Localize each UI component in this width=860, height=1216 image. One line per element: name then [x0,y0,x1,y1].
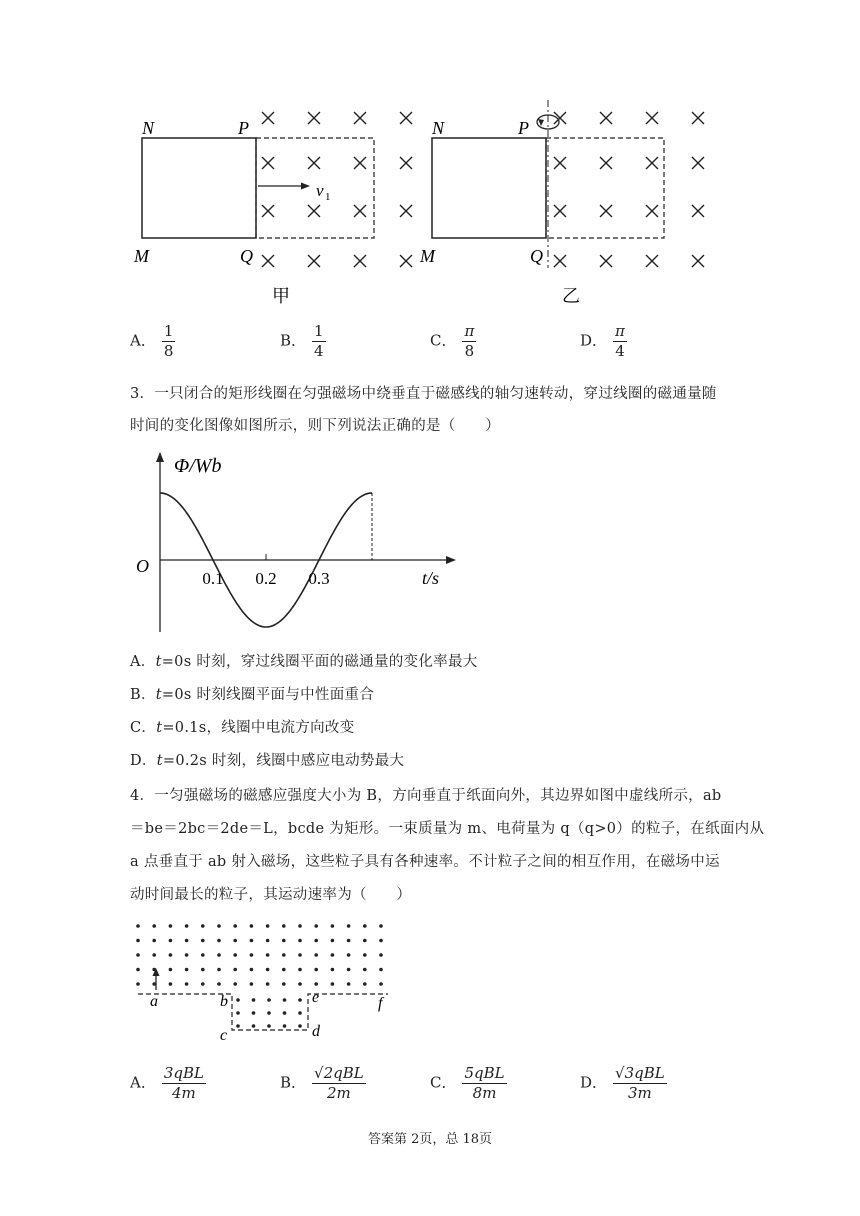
field-dot-icon [347,968,351,972]
field-cross-icon [600,112,612,124]
field-dot-icon [314,982,318,986]
x-tick-label: 0.3 [308,569,330,588]
field-dot-icon [217,939,221,943]
field-dot-icon [331,953,335,957]
field-cross-icon [692,112,704,124]
field-dot-icon [169,939,173,943]
field-dot-icon [152,924,156,928]
field-dot-icon [267,1024,271,1028]
field-dot-icon [298,924,302,928]
field-dot-icon [233,924,237,928]
field-dot-icon [363,924,367,928]
field-dot-icon [347,924,351,928]
field-cross-icon [600,255,612,267]
field-dot-icon [298,1024,302,1028]
field-dot-icon [252,1024,256,1028]
field-cross-icon [308,205,320,217]
field-dot-icon [298,998,302,1002]
field-dot-icon [363,953,367,957]
loop-left [142,138,256,238]
field-dot-icon [169,924,173,928]
field-dot-icon [298,968,302,972]
q3-option-d: D．t=0.2s 时刻，线圈中感应电动势最大 [130,753,405,769]
field-crosses-left [262,112,412,267]
q4-option-c: C． $\frac{\text{5qBL}}{8m}$ [430,1064,505,1102]
field-dot-icon [185,968,189,972]
label-b: b [220,993,228,1010]
q3-stem-line2: 时间的变化图像如图所示，则下列说法正确的是（ ） [130,418,500,434]
field-dot-icon [217,982,221,986]
label-v-sub: 1 [325,191,331,203]
field-dot-icon [250,968,254,972]
q3-option-a: A．t=0s 时刻，穿过线圈平面的磁通量的变化率最大 [130,654,478,670]
q4-stem-line1: 4．一匀强磁场的磁感应强度大小为 B，方向垂直于纸面向外，其边界如图中虚线所示，ab [130,788,722,804]
y-axis-label: Φ/Wb [174,455,222,477]
label-e: e [312,989,320,1006]
q4-stem-line2: ＝be＝2bc＝2de＝L，bcde 为矩形。一束质量为 m、电荷量为 q（q>0）的粒子，在纸面内从 [130,821,765,837]
field-cross-icon [262,112,274,124]
x-tick-label: 0.1 [202,569,224,588]
field-dot-icon [331,939,335,943]
field-dot-icon [217,924,221,928]
label-N: N [142,118,155,138]
field-dot-icon [236,1011,240,1015]
field-dot-icon [283,1011,287,1015]
field-dot-icon [379,982,383,986]
field-dot-icon [282,982,286,986]
field-dot-icon [347,982,351,986]
field-dot-icon [314,968,318,972]
field-cross-icon [646,112,658,124]
field-dot-icon [331,982,335,986]
x-tick-label: 0.2 [255,569,277,588]
field-cross-icon [354,205,366,217]
label-P-right: P [518,118,529,138]
field-cross-icon [554,157,566,169]
field-dot-icon [266,924,270,928]
field-dot-icon [201,939,205,943]
field-dot-icon [282,968,286,972]
field-cross-icon [400,205,412,217]
field-cross-icon [600,205,612,217]
field-dot-icon [217,953,221,957]
field-cross-icon [554,112,566,124]
q3-stem-line1: 3．一只闭合的矩形线圈在匀强磁场中绕垂直于磁感线的轴匀速转动，穿过线圈的磁通量随 [130,386,717,402]
field-dot-icon [136,924,140,928]
field-cross-icon [354,157,366,169]
q2-option-b: B． $\frac{1}{4}$ [280,322,324,360]
field-dot-icon [169,982,173,986]
field-dot-icon [185,982,189,986]
q3-option-c: C．t=0.1s，线圈中电流方向改变 [130,720,355,736]
field-dot-icon [298,939,302,943]
field-cross-icon [400,157,412,169]
field-dot-icon [250,939,254,943]
field-crosses-right [554,112,704,267]
q3-option-b: B．t=0s 时刻线圈平面与中性面重合 [130,687,375,703]
flux-time-chart [126,446,466,646]
field-dot-icon [283,998,287,1002]
field-dot-icon [379,968,383,972]
field-dot-icon [282,924,286,928]
field-cross-icon [354,112,366,124]
field-dot-icon [314,953,318,957]
label-M-right: M [420,246,435,266]
field-dot-icon [250,953,254,957]
caption-yi: 乙 [562,286,580,306]
field-cross-icon [400,112,412,124]
magnetic-field-figure [120,96,720,312]
magnetic-boundary-figure [126,918,416,1048]
field-cross-icon [262,255,274,267]
field-dot-icon [267,998,271,1002]
q4-stem-line3: a 点垂直于 ab 射入磁场，这些粒子具有各种速率。不计粒子之间的相互作用，在磁场中运 [130,854,720,870]
field-dot-icon [298,953,302,957]
origin-label: O [136,556,149,576]
field-cross-icon [692,157,704,169]
field-dot-icon [252,1011,256,1015]
field-dot-icon [136,953,140,957]
field-dot-icon [236,998,240,1002]
field-dot-icon [347,939,351,943]
field-dot-icon [266,968,270,972]
field-dot-icon [233,953,237,957]
field-dot-icon [152,939,156,943]
field-dot-icon [136,982,140,986]
field-dot-icon [363,968,367,972]
label-c: c [220,1027,228,1044]
field-dot-icon [136,939,140,943]
label-a: a [150,993,158,1010]
field-cross-icon [692,255,704,267]
field-dot-icon [250,982,254,986]
q2-option-c: C． $\frac{\pi}{8}$ [430,322,475,360]
field-dots [136,924,383,1028]
field-cross-icon [692,205,704,217]
field-dot-icon [283,1024,287,1028]
field-dot-icon [185,924,189,928]
field-dot-icon [282,953,286,957]
field-dot-icon [136,968,140,972]
loop-right [432,138,546,238]
q4-stem-line4: 动时间最长的粒子，其运动速率为（ ） [130,887,412,903]
field-dot-icon [363,939,367,943]
label-d: d [312,1023,320,1040]
label-M: M [134,246,149,266]
field-dot-icon [331,924,335,928]
field-dot-icon [250,924,254,928]
field-dot-icon [314,939,318,943]
label-Q-right: Q [530,246,543,266]
field-dot-icon [347,953,351,957]
q4-option-a: A． $\frac{\text{3qBL}}{4m}$ [130,1064,204,1102]
field-cross-icon [646,205,658,217]
field-cross-icon [554,205,566,217]
field-dot-icon [314,924,318,928]
field-dot-icon [267,1011,271,1015]
page-footer: 答案第 2页，总 18页 [367,1132,493,1147]
field-dot-icon [217,968,221,972]
field-dot-icon [201,924,205,928]
field-dot-icon [379,924,383,928]
field-dot-icon [233,939,237,943]
label-P: P [238,118,249,138]
x-axis-label: t/s [422,568,440,588]
field-dot-icon [233,968,237,972]
q4-option-b: B． $\frac{\text{√2qBL}}{2m}$ [280,1064,364,1102]
label-Q: Q [240,246,253,266]
field-boundary [138,994,388,1030]
field-dot-icon [152,953,156,957]
field-dot-icon [331,968,335,972]
field-region-right [546,138,664,238]
field-cross-icon [646,255,658,267]
field-dot-icon [201,953,205,957]
field-dot-icon [266,982,270,986]
field-cross-icon [600,157,612,169]
field-cross-icon [646,157,658,169]
label-N-right: N [432,118,445,138]
field-cross-icon [554,255,566,267]
field-cross-icon [308,255,320,267]
label-v: v [316,181,324,200]
caption-jia: 甲 [272,286,290,306]
field-dot-icon [379,939,383,943]
field-cross-icon [400,255,412,267]
field-dot-icon [201,982,205,986]
field-dot-icon [379,953,383,957]
field-dot-icon [169,968,173,972]
field-dot-icon [298,982,302,986]
field-cross-icon [354,255,366,267]
field-cross-icon [262,157,274,169]
field-dot-icon [266,939,270,943]
field-dot-icon [363,982,367,986]
q2-option-d: D． $\frac{\pi}{4}$ [580,322,625,360]
field-cross-icon [308,112,320,124]
field-dot-icon [266,953,270,957]
field-dot-icon [201,968,205,972]
field-dot-icon [233,982,237,986]
field-dot-icon [185,953,189,957]
field-dot-icon [169,953,173,957]
q2-option-a: A． $\frac{1}{8}$ [130,322,174,360]
field-region-left [256,138,374,238]
q4-option-d: D． $\frac{\text{√3qBL}}{3m}$ [580,1064,665,1102]
field-cross-icon [262,205,274,217]
field-dot-icon [298,1011,302,1015]
field-dot-icon [185,939,189,943]
field-dot-icon [236,1024,240,1028]
field-dot-icon [252,998,256,1002]
field-cross-icon [308,157,320,169]
field-dot-icon [282,939,286,943]
label-f: f [378,995,383,1012]
